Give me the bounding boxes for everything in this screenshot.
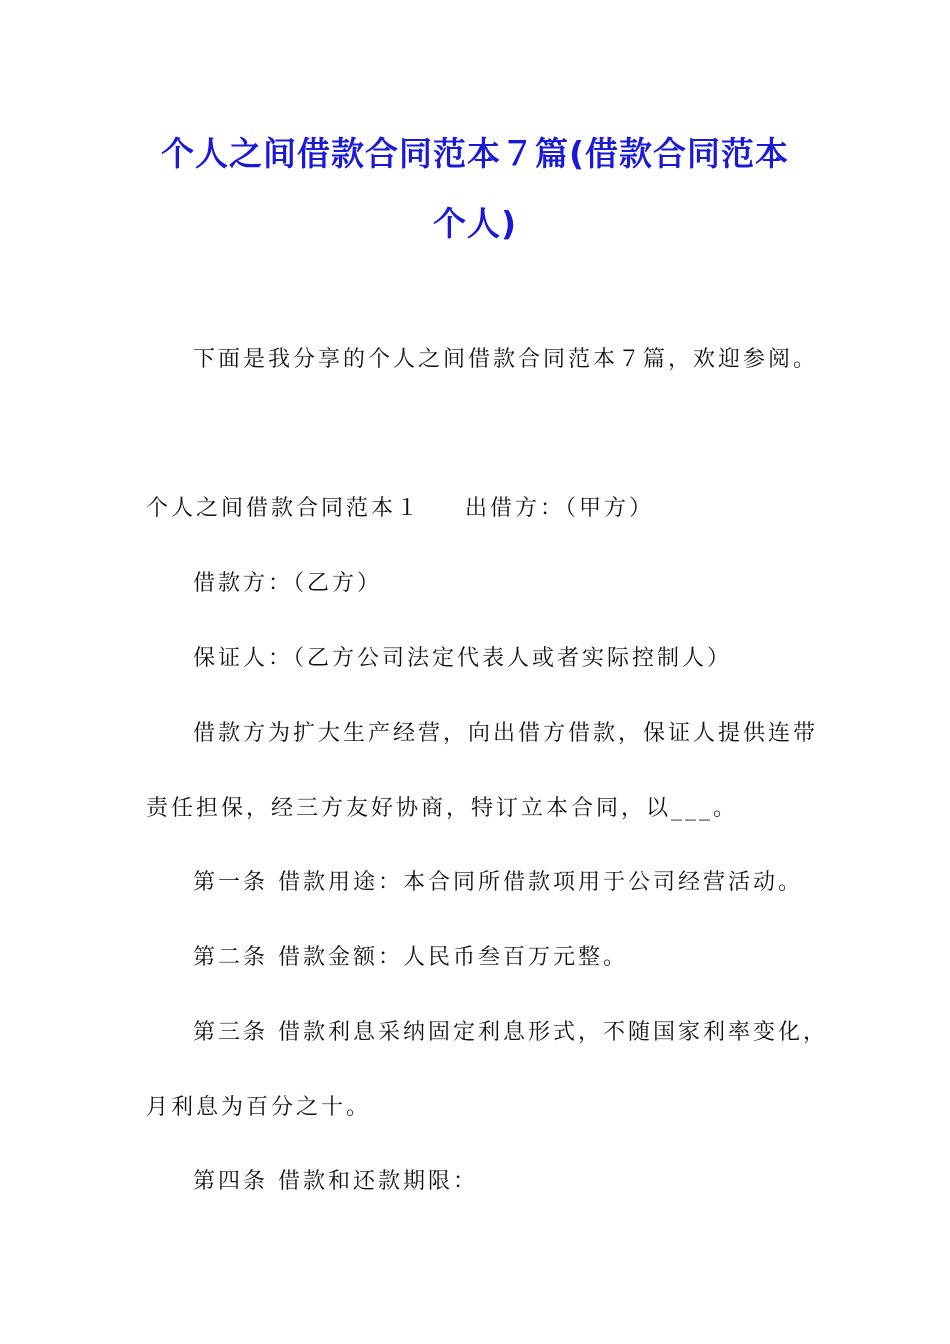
article-3-line-1: 第三条 借款利息采纳固定利息形式，不随国家利率变化， (193, 1020, 828, 1045)
borrower-line: 借款方：（乙方） (193, 571, 383, 596)
intro-paragraph: 下面是我分享的个人之间借款合同范本７篇，欢迎参阅。 (193, 347, 819, 372)
lender-label: 出借方：（甲方） (465, 496, 655, 521)
article-3-line-2: 月利息为百分之十。 (146, 1095, 372, 1120)
article-1: 第一条 借款用途：本合同所借款项用于公司经营活动。 (193, 870, 803, 895)
section-heading: 个人之间借款合同范本１ (146, 496, 422, 521)
article-4: 第四条 借款和还款期限： (193, 1169, 478, 1194)
purpose-line-1: 借款方为扩大生产经营，向出借方借款，保证人提供连带 (193, 721, 819, 746)
purpose-line-2: 责任担保，经三方友好协商，特订立本合同，以___。 (146, 796, 739, 821)
guarantor-line: 保证人：（乙方公司法定代表人或者实际控制人） (193, 646, 733, 671)
document-title-line-2: 个人) (432, 204, 518, 243)
section-heading-line (146, 494, 816, 524)
document-title-line-1: 个人之间借款合同范本７篇(借款合同范本 (160, 134, 790, 173)
article-2: 第二条 借款金额：人民币叁百万元整。 (193, 945, 628, 970)
